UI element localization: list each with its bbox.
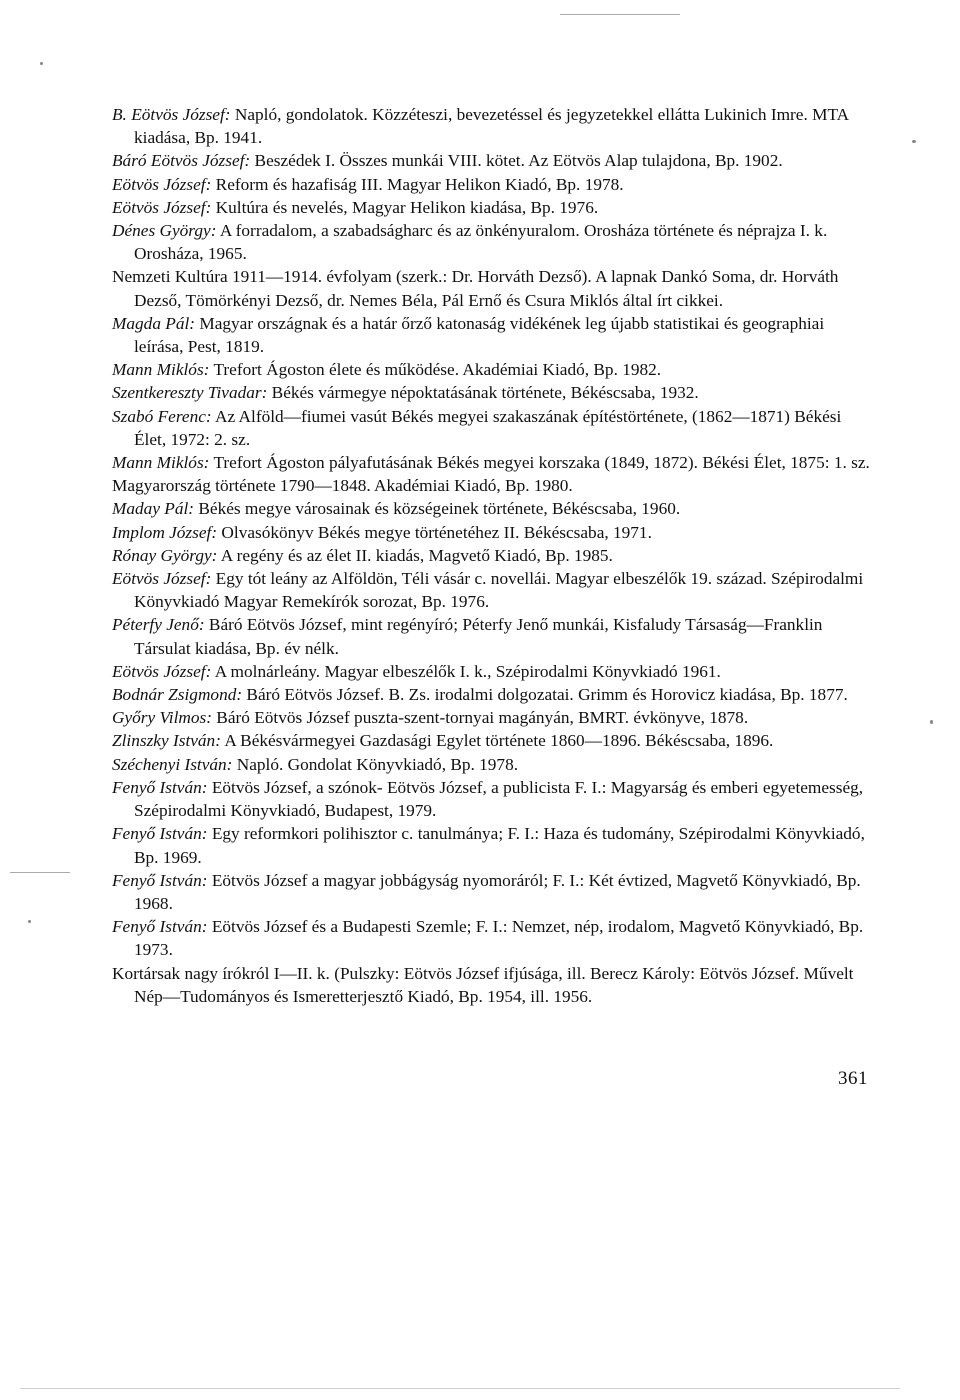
entry-author: Fenyő István: (112, 917, 208, 937)
bibliography-entry (112, 521, 872, 544)
entry-text: Báró Eötvös József, mint regényíró; Péterfy Jenő munkái, Kisfaludy Társaság—Franklin Társulat kiadása, Bp. év nélk. (134, 615, 823, 658)
entry-author: Bodnár Zsigmond: (112, 685, 243, 705)
scan-speck (28, 920, 31, 923)
scan-noise-top (560, 14, 680, 15)
bibliography-entry (112, 103, 872, 149)
bibliography-entry (112, 265, 872, 311)
entry-author: Fenyő István: (112, 777, 208, 797)
entry-author: Maday Pál: (112, 499, 195, 519)
entry-author: Szentkereszty Tivadar: (112, 383, 268, 403)
scan-speck (930, 720, 933, 724)
entry-author: Magda Pál: (112, 313, 196, 333)
entry-text: Magyar országnak és a határ őrző katonaság vidékének leg újabb statistikai és geographiai leírása, Pest, 1819. (134, 313, 825, 357)
bibliography-entry (112, 683, 872, 706)
bibliography-entry (112, 706, 872, 729)
entry-author: Rónay György: (112, 545, 218, 565)
entry-text: Nemzeti Kultúra 1911—1914. évfolyam (szerk.: Dr. Horváth Dezső). A lapnak Dankó Soma, dr. Horváth Dezső, Tömörkényi Dezső, dr. Nemes Béla, Pál Ernő és Csura Miklós által írt cikkei. (112, 267, 839, 310)
bibliography-entry (112, 451, 872, 474)
entry-author: Báró Eötvös József: (112, 151, 251, 171)
entry-text: A forradalom, a szabadságharc és az önkényuralom. Orosháza története és néprajza I. k. Orosháza, 1965. (134, 221, 828, 264)
entry-text: Egy reformkori polihisztor c. tanulmánya; F. I.: Haza és tudomány, Szépirodalmi Könyvkiadó, Bp. 1969. (134, 824, 865, 867)
entry-text: Eötvös József a magyar jobbágyság nyomoráról; F. I.: Két évtized, Magvető Könyvkiadó, Bp. 1968. (134, 870, 861, 913)
entry-text: Magyarország története 1790—1848. Akadémiai Kiadó, Bp. 1980. (112, 476, 573, 496)
scan-speck (40, 62, 43, 65)
bibliography-entry (112, 474, 872, 497)
bibliography-entry (112, 312, 872, 358)
bibliography-entry (112, 729, 872, 752)
bibliography-entry (112, 962, 872, 1008)
bibliography-entry (112, 822, 872, 868)
scan-noise-bottom (20, 1388, 900, 1389)
entry-text: Kortársak nagy írókról I—II. k. (Pulszky: Eötvös József ifjúsága, ill. Berecz Károly: Eötvös József. Művelt Nép—Tudományos és Ismeretterjesztő Kiadó, Bp. 1954, ill. 1956. (112, 963, 854, 1006)
bibliography-entry (112, 405, 872, 451)
bibliography-entry (112, 544, 872, 567)
entry-author: Fenyő István: (112, 824, 208, 844)
page-number: 361 (838, 1068, 868, 1089)
entry-text: Trefort Ágoston élete és működése. Akadémiai Kiadó, Bp. 1982. (209, 360, 662, 380)
entry-author: Eötvös József: (112, 661, 212, 681)
scan-speck (912, 140, 916, 143)
entry-author: Fenyő István: (112, 870, 208, 890)
entry-author: Dénes György: (112, 221, 217, 241)
bibliography-entry (112, 567, 872, 613)
entry-text: Báró Eötvös József puszta-szent-tornyai magányán, BMRT. évkönyve, 1878. (211, 708, 749, 728)
entry-author: Eötvös József: (112, 197, 212, 217)
entry-author: Eötvös József: (112, 569, 212, 589)
entry-author: Péterfy Jenő: (112, 615, 205, 635)
entry-author: Eötvös József: (112, 174, 212, 194)
entry-text: Trefort Ágoston pályafutásának Békés megyei korszaka (1849, 1872). Békési Élet, 1875: 1. sz. (209, 453, 870, 473)
bibliography-entry (112, 497, 872, 520)
entry-author: Zlinszky István: (112, 731, 221, 751)
bibliography-entry (112, 149, 872, 172)
bibliography-entry (112, 660, 872, 683)
entry-text: Báró Eötvös József. B. Zs. irodalmi dolgozatai. Grimm és Horovicz kiadása, Bp. 1877. (242, 685, 848, 705)
entry-text: Békés vármegye népoktatásának története, Békéscsaba, 1932. (267, 383, 699, 403)
bibliography-entry (112, 381, 872, 404)
entry-author: Mann Miklós: (112, 360, 210, 380)
bibliography-entry (112, 613, 872, 659)
bibliography-entry (112, 869, 872, 915)
entry-text: Napló. Gondolat Könyvkiadó, Bp. 1978. (232, 754, 519, 774)
entry-author: Implom József: (112, 522, 218, 542)
entry-text: Reform és hazafiság III. Magyar Helikon Kiadó, Bp. 1978. (211, 174, 624, 194)
bibliography-list (112, 103, 872, 1008)
entry-text: Békés megye városainak és községeinek története, Békéscsaba, 1960. (194, 499, 681, 519)
bibliography-entry (112, 196, 872, 219)
bibliography-entry (112, 753, 872, 776)
entry-text: Eötvös József, a szónok- Eötvös József, a publicista F. I.: Magyarság és emberi egyetemesség, Szépirodalmi Könyvkiadó, Budapest, 1979. (134, 777, 864, 821)
entry-text: Kultúra és nevelés, Magyar Helikon kiadása, Bp. 1976. (211, 197, 599, 217)
entry-text: A Békésvármegyei Gazdasági Egylet története 1860—1896. Békéscsaba, 1896. (220, 731, 774, 751)
entry-text: A regény és az élet II. kiadás, Magvető Kiadó, Bp. 1985. (217, 545, 613, 565)
entry-text: A molnárleány. Magyar elbeszélők I. k., Szépirodalmi Könyvkiadó 1961. (211, 661, 721, 681)
bibliography-entry (112, 173, 872, 196)
bibliography-entry (112, 776, 872, 822)
entry-author: Győry Vilmos: (112, 708, 212, 728)
bibliography-entry (112, 219, 872, 265)
entry-author: Széchenyi István: (112, 754, 233, 774)
scan-noise-left (10, 872, 70, 873)
entry-text: Napló, gondolatok. Közzéteszi, bevezetéssel és jegyzetekkel ellátta Lukinich Imre. MTA kiadása, Bp. 1941. (134, 105, 849, 148)
bibliography-entry (112, 358, 872, 381)
entry-author: Szabó Ferenc: (112, 406, 212, 426)
entry-author: Mann Miklós: (112, 453, 210, 473)
entry-text: Olvasókönyv Békés megye történetéhez II. Békéscsaba, 1971. (217, 522, 652, 542)
entry-text: Beszédek I. Összes munkái VIII. kötet. Az Eötvös Alap tulajdona, Bp. 1902. (250, 151, 783, 171)
entry-text: Eötvös József és a Budapesti Szemle; F. I.: Nemzet, nép, irodalom, Magvető Könyvkiadó, Bp. 1973. (134, 917, 864, 960)
bibliography-entry (112, 915, 872, 961)
entry-author: B. Eötvös József: (112, 105, 231, 124)
entry-text: Az Alföld—fiumei vasút Békés megyei szakaszának építéstörténete, (1862—1871) Békési Élet, 1972: 2. sz. (134, 406, 842, 449)
entry-text: Egy tót leány az Alföldön, Téli vásár c. novellái. Magyar elbeszélők 19. század. Szépirodalmi Könyvkiadó Magyar Remekírók sorozat, Bp. 1976. (134, 569, 864, 612)
